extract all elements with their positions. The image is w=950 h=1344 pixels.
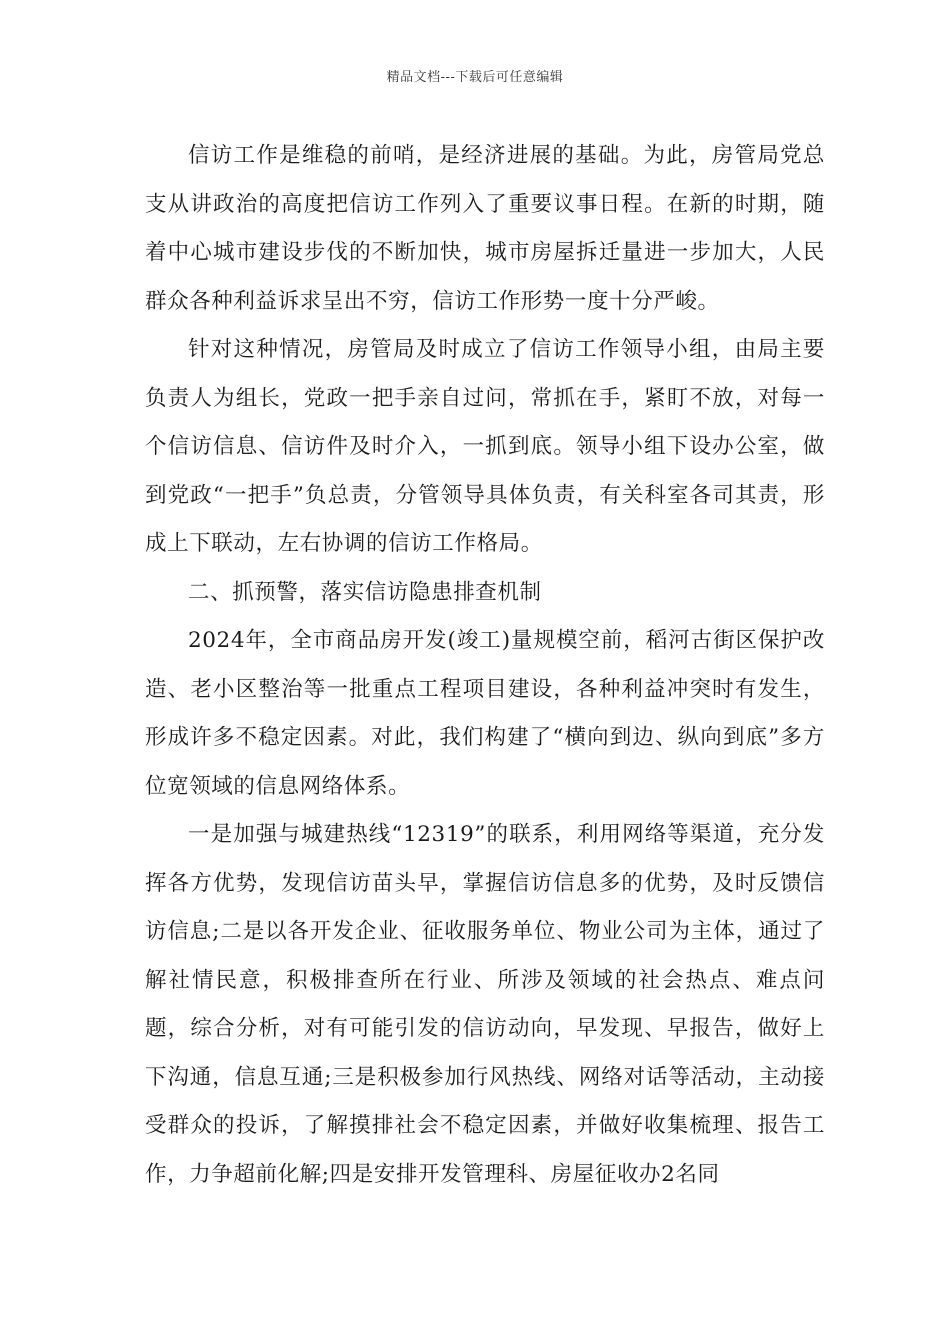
paragraph-1: 信访工作是维稳的前哨，是经济进展的基础。为此，房管局党总支从讲政治的高度把信访工作列入了重要议事日程。在新的时期，随着中心城市建设步伐的不断加快，城市房屋拆迁量进一步加大，人民群众各种利益诉求呈出不穷，信访工作形势一度十分严峻。: [145, 143, 825, 314]
paragraph-3: 2024年，全市商品房开发(竣工)量规模空前，稻河古街区保护改造、老小区整治等一批重点工程项目建设，各种利益冲突时有发生，形成许多不稳定因素。对此，我们构建了“横向到边、纵向到底”多方位宽领域的信息网络体系。: [145, 628, 825, 799]
paragraph-4: 一是加强与城建热线“12319”的联系，利用网络等渠道，充分发挥各方优势，发现信访苗头早，掌握信访信息多的优势，及时反馈信访信息;二是以各开发企业、征收服务单位、物业公司为主体，通过了解社情民意，积极排查所在行业、所涉及领域的社会热点、难点问题，综合分析，对有可能引发的信访动向，早发现、早报告，做好上下沟通，信息互通;三是积极参加行风热线、网络对话等活动，主动接受群众的投诉，了解摸排社会不稳定因素，并做好收集梳理、报告工作，力争超前化解;四是安排开发管理科、房屋征收办2名同: [145, 822, 825, 1187]
paragraph-2: 针对这种情况，房管局及时成立了信访工作领导小组，由局主要负责人为组长，党政一把手亲自过问，常抓在手，紧盯不放，对每一个信访信息、信访件及时介入，一抓到底。领导小组下设办公室，做到党政“一把手”负总责，分管领导具体负责，有关科室各司其责，形成上下联动，左右协调的信访工作格局。: [145, 337, 825, 556]
document-body: [145, 132, 825, 1199]
section-heading: 二、抓预警，落实信访隐患排查机制: [188, 579, 542, 605]
page-header: 精品文档---下载后可任意编辑: [386, 70, 564, 85]
